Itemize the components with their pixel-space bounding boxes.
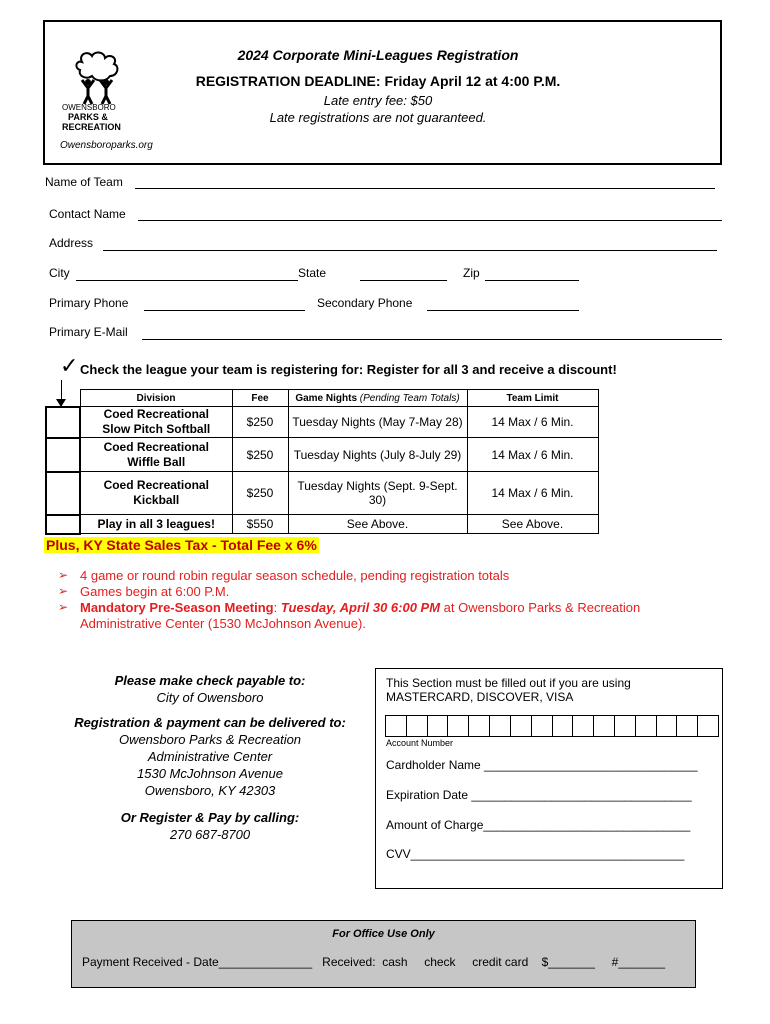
meeting-location: at Owensboro Parks & Recreation <box>440 600 641 615</box>
delivery-line3: 1530 McJohnson Avenue <box>137 766 283 781</box>
secondary-phone-field[interactable] <box>427 310 579 311</box>
website-url: Owensboroparks.org <box>60 140 153 151</box>
state-label: State <box>298 266 327 280</box>
office-use-title: For Office Use Only <box>332 928 435 940</box>
game-nights-cell: Tuesday Nights (May 7-May 28) <box>288 407 467 438</box>
game-nights-header <box>288 390 467 407</box>
contact-name-label: Contact Name <box>49 207 126 221</box>
registration-deadline: REGISTRATION DEADLINE: Friday April 12 at 4:00 P.M. <box>195 73 561 89</box>
delivery-line4: Owensboro, KY 42303 <box>144 783 276 798</box>
zip-label: Zip <box>463 266 480 280</box>
credit-card-note: This Section must be filled out if you are using <box>386 676 631 690</box>
payable-info <box>60 672 360 706</box>
fee-cell: $550 <box>232 515 288 534</box>
division-header: Division <box>80 390 232 407</box>
team-limit-cell: 14 Max / 6 Min. <box>467 407 598 438</box>
primary-phone-label: Primary Phone <box>49 296 129 310</box>
softball-checkbox[interactable] <box>46 407 80 438</box>
meeting-label: Mandatory Pre-Season Meeting <box>80 600 274 615</box>
primary-email-field[interactable] <box>142 339 722 340</box>
division-cell <box>80 407 232 438</box>
kickball-checkbox[interactable] <box>46 472 80 515</box>
cvv-field[interactable]: CVV_________________________________________ <box>386 847 685 861</box>
table-row <box>46 515 598 534</box>
table-row <box>46 407 598 438</box>
contact-name-field[interactable] <box>138 220 722 221</box>
late-registration-note: Late registrations are not guaranteed. <box>269 110 487 125</box>
checkmark-icon: ✓ <box>60 353 79 378</box>
division-line1: Coed Recreational <box>103 439 209 454</box>
game-nights-header-label: Game Nights <box>295 392 358 404</box>
table-row <box>46 472 598 515</box>
expiration-date-field[interactable]: Expiration Date _________________________________ <box>386 788 692 802</box>
table-header-row <box>46 390 598 407</box>
meeting-note <box>80 600 640 615</box>
arrow-bullet-icon: ➢ <box>58 600 69 614</box>
office-payment-line: Payment Received - Date______________ Received: cash check credit card $_______ #_______ <box>82 955 666 969</box>
payable-heading: Please make check payable to: <box>114 673 306 688</box>
wiffle-ball-checkbox[interactable] <box>46 438 80 472</box>
city-label: City <box>49 266 70 280</box>
logo-parks-text: PARKS & <box>68 112 108 122</box>
accepted-cards: MASTERCARD, DISCOVER, VISA <box>386 690 574 704</box>
primary-phone-field[interactable] <box>144 310 305 311</box>
league-table <box>45 389 599 535</box>
pending-totals-note: (Pending Team Totals) <box>359 392 460 404</box>
primary-email-label: Primary E-Mail <box>49 325 128 339</box>
team-limit-cell: See Above. <box>467 515 598 534</box>
division-line2: Slow Pitch Softball <box>102 422 211 436</box>
name-of-team-label: Name of Team <box>45 175 123 189</box>
fee-cell: $250 <box>232 472 288 515</box>
table-row <box>46 438 598 472</box>
meeting-colon: : <box>273 600 281 615</box>
division-cell: Play in all 3 leagues! <box>80 515 232 534</box>
amount-of-charge-field[interactable]: Amount of Charge_______________________________ <box>386 818 691 832</box>
team-limit-header: Team Limit <box>467 390 598 407</box>
games-start-note: Games begin at 6:00 P.M. <box>80 584 230 599</box>
division-line2: Wiffle Ball <box>127 454 186 469</box>
fee-cell: $250 <box>232 438 288 472</box>
schedule-note: 4 game or round robin regular season schedule, pending registration totals <box>80 568 510 583</box>
late-entry-fee: Late entry fee: $50 <box>323 93 433 108</box>
account-number-label: Account Number <box>386 738 454 748</box>
meeting-date: Tuesday, April 30 6:00 PM <box>280 600 441 615</box>
game-nights-cell: Tuesday Nights (July 8-July 29) <box>288 438 467 472</box>
phone-heading: Or Register & Pay by calling: <box>120 810 300 825</box>
delivery-heading: Registration & payment can be delivered to: <box>74 715 346 730</box>
account-number-boxes[interactable] <box>385 715 719 737</box>
logo-recreation-text: RECREATION <box>62 122 121 132</box>
delivery-line1: Owensboro Parks & Recreation <box>118 732 302 747</box>
game-nights-cell: See Above. <box>288 515 467 534</box>
state-field[interactable] <box>360 280 447 281</box>
division-cell <box>80 438 232 472</box>
cardholder-name-field[interactable]: Cardholder Name ________________________________ <box>386 758 698 772</box>
all-leagues-checkbox[interactable] <box>46 515 80 534</box>
payable-to: City of Owensboro <box>156 690 264 705</box>
fee-header: Fee <box>232 390 288 407</box>
address-field[interactable] <box>103 250 717 251</box>
logo-owensboro-text: OWENSBORO <box>62 103 116 112</box>
division-line1: Coed Recreational <box>103 407 209 421</box>
page-title: 2024 Corporate Mini-Leagues Registration <box>237 47 519 63</box>
delivery-info <box>60 714 360 799</box>
meeting-address: Administrative Center (1530 McJohnson Avenue). <box>80 616 366 631</box>
check-league-instruction: Check the league your team is registering for: Register for all 3 and receive a discount! <box>80 362 617 377</box>
owensboro-parks-logo <box>60 50 140 135</box>
team-limit-cell: 14 Max / 6 Min. <box>467 472 598 515</box>
city-field[interactable] <box>76 280 298 281</box>
arrow-bullet-icon: ➢ <box>58 584 69 598</box>
game-nights-cell: Tuesday Nights (Sept. 9-Sept. 30) <box>288 472 467 515</box>
division-line2: Kickball <box>133 493 180 507</box>
division-cell <box>80 472 232 515</box>
zip-field[interactable] <box>485 280 579 281</box>
phone-info <box>60 809 360 843</box>
fee-cell: $250 <box>232 407 288 438</box>
team-limit-cell: 14 Max / 6 Min. <box>467 438 598 472</box>
sales-tax-note: Plus, KY State Sales Tax - Total Fee x 6% <box>46 537 317 553</box>
division-line1: Coed Recreational <box>103 478 209 492</box>
name-of-team-field[interactable] <box>135 188 715 189</box>
secondary-phone-label: Secondary Phone <box>317 296 413 310</box>
arrow-bullet-icon: ➢ <box>58 568 69 582</box>
phone-number: 270 687-8700 <box>169 827 251 842</box>
address-label: Address <box>49 236 94 250</box>
delivery-line2: Administrative Center <box>147 749 273 764</box>
